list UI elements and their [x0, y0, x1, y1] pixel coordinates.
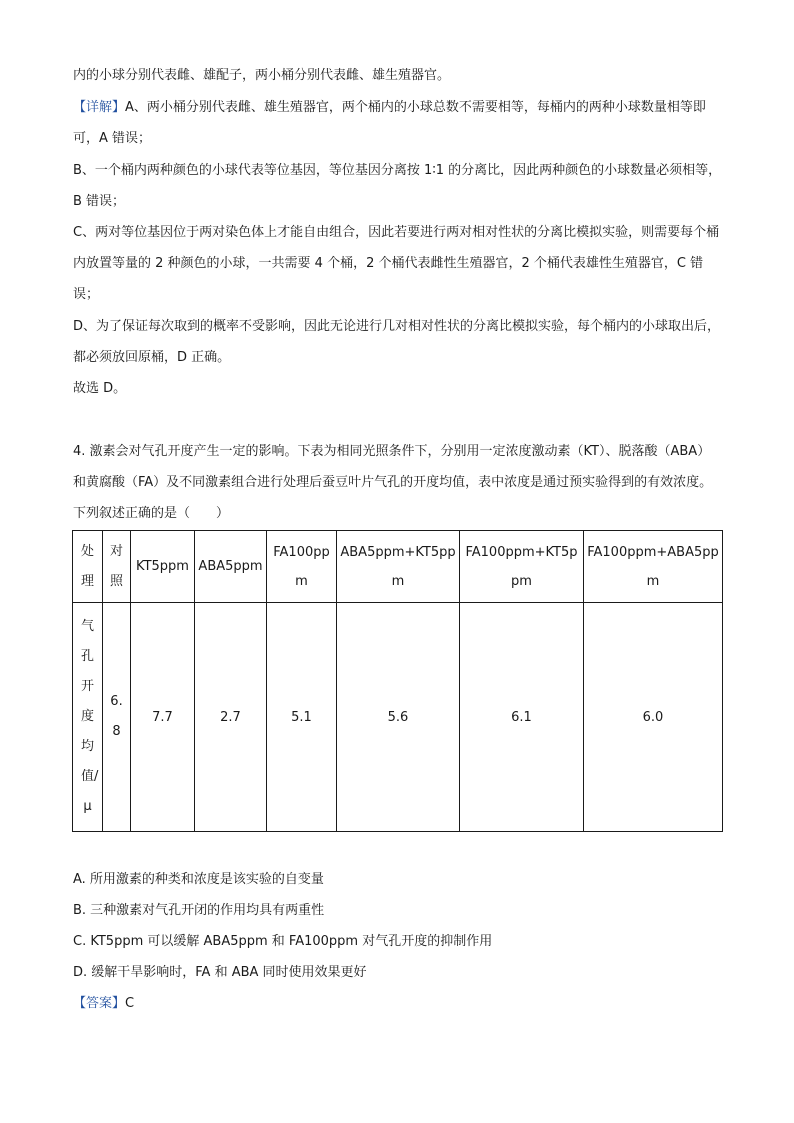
answer-value: C: [125, 996, 135, 1011]
previous-answer-line: 内的小球分别代表雌、雄配子，两小桶分别代表雌、雄生殖器官。: [73, 68, 451, 83]
question-4-stem: 4. 激素会对气孔开度产生一定的影响。下表为相同光照条件下，分别用一定浓度激动素（KT）、脱落酸（ABA）和黄腐酸（FA）及不同激素组合进行处理后蚕豆叶片气孔的开度均值，表中浓度是通过预实验得到的有效浓度。下列叙述正确的是（ ）: [73, 444, 713, 521]
header-cell: 处理: [73, 531, 103, 603]
row-label-cell: 气孔开度均值/μ: [73, 603, 103, 832]
value-cell: 5.6: [337, 603, 460, 832]
table-header-row: [73, 531, 723, 603]
detail-paragraph: [73, 92, 723, 154]
option-c-explanation: C、两对等位基因位于两对染色体上才能自由组合，因此若要进行两对相对性状的分离比模拟实验，则需要每个桶内放置等量的 2 种颜色的小球，一共需要 4 个桶，2 个桶代表雌性生殖器官，2 个桶代表雄性生殖器官，C 错误；: [73, 225, 720, 302]
option-b-explanation: B、一个桶内两种颜色的小球代表等位基因，等位基因分离按 1∶1 的分离比，因此两种颜色的小球数量必须相等，B 错误；: [73, 163, 722, 209]
value-cell: 2.7: [195, 603, 267, 832]
option-b: B. 三种激素对气孔开闭的作用均具有两重性: [73, 903, 325, 918]
header-cell: FA100ppm+ABA5ppm: [584, 531, 723, 603]
stomata-table: [72, 530, 723, 832]
option-c: C. KT5ppm 可以缓解 ABA5ppm 和 FA100ppm 对气孔开度的抑制作用: [73, 934, 493, 949]
conclusion: 故选 D。: [73, 381, 127, 396]
header-cell: KT5ppm: [131, 531, 195, 603]
option-d-explanation: D、为了保证每次取到的概率不受影响，因此无论进行几对相对性状的分离比模拟实验，每个桶内的小球取出后，都必须放回原桶，D 正确。: [73, 319, 721, 365]
value-cell: 6.0: [584, 603, 723, 832]
option-d: D. 缓解干旱影响时，FA 和 ABA 同时使用效果更好: [73, 965, 367, 980]
value-cell: 5.1: [267, 603, 337, 832]
header-cell: ABA5ppm: [195, 531, 267, 603]
header-cell: 对照: [103, 531, 131, 603]
detail-text: A、两小桶分别代表雌、雄生殖器官，两个桶内的小球总数不需要相等，每桶内的两种小球数量相等即可，A 错误；: [73, 100, 706, 146]
value-cell: 6.8: [103, 603, 131, 832]
value-cell: 6.1: [460, 603, 584, 832]
value-cell: 7.7: [131, 603, 195, 832]
answer-tag: 【答案】: [73, 996, 126, 1011]
table-row: [73, 603, 723, 832]
header-cell: FA100ppm: [267, 531, 337, 603]
option-a: A. 所用激素的种类和浓度是该实验的自变量: [73, 872, 324, 887]
header-cell: ABA5ppm+KT5ppm: [337, 531, 460, 603]
header-cell: FA100ppm+KT5ppm: [460, 531, 584, 603]
answer-line: [73, 988, 723, 1019]
detail-tag: 【详解】: [73, 100, 126, 115]
